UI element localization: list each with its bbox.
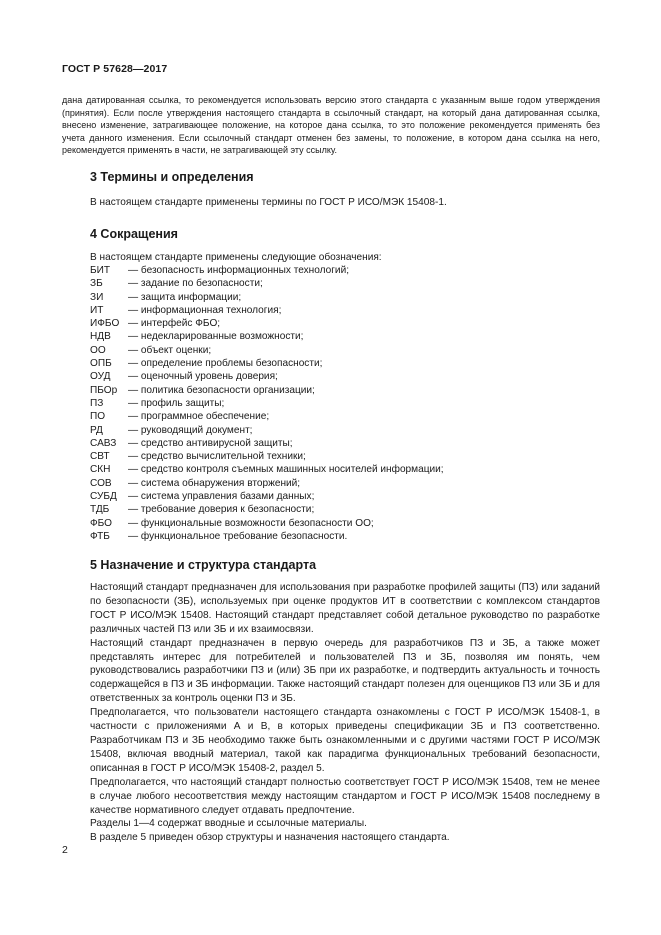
abbreviation-item [90, 503, 444, 516]
abbreviation-code: ЗБ [90, 278, 103, 290]
abbreviation-item [90, 530, 444, 543]
abbreviation-item [90, 317, 444, 330]
abbreviation-description: — средство контроля съемных машинных носителей информации; [128, 464, 444, 476]
abbreviation-description: — средство вычислительной техники; [128, 451, 306, 463]
document-code-header: ГОСТ Р 57628—2017 [62, 63, 168, 75]
abbreviation-description: — определение проблемы безопасности; [128, 358, 323, 370]
abbreviation-item [90, 477, 444, 490]
abbreviation-description: — объект оценки; [128, 344, 212, 356]
abbreviation-item [90, 463, 444, 476]
abbreviation-code: РД [90, 424, 103, 436]
section-5-paragraph: В разделе 5 приведен обзор структуры и назначения настоящего стандарта. [90, 832, 450, 844]
abbreviation-item [90, 370, 444, 383]
intro-paragraph-block [62, 94, 600, 157]
abbreviation-code: ФТБ [90, 530, 110, 542]
section-5-paragraph: Настоящий стандарт предназначен в первую очередь для разработчиков ПЗ и ЗБ, а также может представлять интерес для потребителей и пользователей ПЗ и ЗБ, позволяя им понять, чем руководствовались разработчики ПЗ и (или) ЗБ при их разработке, и подтвердить актуальность и точность содержащейся в ПЗ и ЗБ информации. Также настоящий стандарт полезен для оценщиков ПЗ или ЗБ и для ответственных за контроль оценки ПЗ и ЗБ. [90, 637, 600, 705]
abbreviation-item [90, 384, 444, 397]
abbreviation-code: ПО [90, 411, 106, 423]
abbreviation-code: СОВ [90, 477, 112, 489]
abbreviation-code: НДВ [90, 331, 111, 343]
abbreviation-description: — защита информации; [128, 291, 242, 303]
section-5-paragraph: Предполагается, что пользователи настоящего стандарта ознакомлены с ГОСТ Р ИСО/МЭК 15408-1, в частности с приложениями А и В, в которых приведены спецификации ЗБ и ПЗ соответственно. Разработчикам ПЗ и ЗБ необходимо также быть ознакомленными и с другими частями ГОСТ Р ИСО/МЭК 15408, включая вводный материал, такой как парадигма функциональных требований безопасности, описанная в ГОСТ Р ИСО/МЭК 15408-2, раздел 5. [90, 707, 600, 774]
abbreviation-item [90, 517, 444, 530]
abbreviation-description: — функциональные возможности безопасности ОО; [128, 517, 374, 529]
abbreviation-description: — требование доверия к безопасности; [128, 504, 315, 516]
abbreviation-item [90, 410, 444, 423]
abbreviation-item [90, 397, 444, 410]
intro-paragraph: дана датированная ссылка, то рекомендуется использовать версию этого стандарта с указанным выше годом утверждения (принятия). Если после утверждения настоящего стандарта в ссылочный стандарт, на который дана датированная ссылка, внесено изменение, затрагивающее положение, на которое дана ссылка, то это положение рекомендуется применять без учета данного изменения. Если ссылочный стандарт отменен без замены, то положение, в котором дана ссылка на него, рекомендуется применять в части, не затрагивающей эту ссылку. [62, 95, 600, 156]
abbreviation-item [90, 490, 444, 503]
abbreviation-description: — информационная технология; [128, 304, 282, 316]
abbreviation-description: — политика безопасности организации; [128, 384, 315, 396]
abbreviation-list [90, 264, 444, 543]
abbreviation-description: — недекларированные возможности; [128, 331, 304, 343]
abbreviation-item [90, 437, 444, 450]
abbreviation-description: — система управления базами данных; [128, 491, 315, 503]
abbreviation-description: — профиль защиты; [128, 397, 225, 409]
abbreviation-code: ОПБ [90, 358, 112, 370]
abbreviation-description: — система обнаружения вторжений; [128, 477, 301, 489]
section-5-paragraph: Предполагается, что настоящий стандарт полностью соответствует ГОСТ Р ИСО/МЭК 15408, тем не менее в случае любого несоответствия между настоящим стандартом и ГОСТ Р ИСО/МЭК 15408 последнему в качестве нормативного следует отдавать предпочтение. [90, 776, 600, 816]
abbreviation-item [90, 264, 444, 277]
abbreviation-item [90, 277, 444, 290]
abbreviation-description: — оценочный уровень доверия; [128, 371, 278, 383]
abbreviation-code: ОО [90, 344, 106, 356]
abbreviation-code: ПБОр [90, 384, 118, 396]
abbreviation-item [90, 330, 444, 343]
abbreviation-code: СУБД [90, 491, 117, 503]
abbreviation-description: — средство антивирусной защиты; [128, 437, 293, 449]
abbreviation-item [90, 344, 444, 357]
abbreviation-code: ПЗ [90, 397, 104, 409]
abbreviation-code: ЗИ [90, 291, 104, 303]
abbreviation-item [90, 304, 444, 317]
section-4-intro: В настоящем стандарте применены следующие обозначения: [90, 252, 382, 263]
abbreviation-description: — задание по безопасности; [128, 278, 263, 290]
abbreviation-description: — программное обеспечение; [128, 411, 270, 423]
abbreviation-code: ИТ [90, 304, 104, 316]
abbreviation-code: ИФБО [90, 318, 120, 330]
abbreviation-description: — функциональное требование безопасности. [128, 530, 348, 542]
section-4-title: 4 Сокращения [90, 227, 178, 241]
abbreviation-description: — безопасность информационных технологий; [128, 265, 350, 276]
abbreviation-item [90, 450, 444, 463]
abbreviation-item [90, 357, 444, 370]
abbreviation-code: БИТ [90, 265, 111, 276]
abbreviation-code: СКН [90, 464, 111, 476]
section-3-title: 3 Термины и определения [90, 170, 254, 184]
section-5-title: 5 Назначение и структура стандарта [90, 558, 317, 572]
abbreviation-item [90, 424, 444, 437]
abbreviation-item [90, 291, 444, 304]
section-5-paragraph: Настоящий стандарт предназначен для использования при разработке профилей защиты (ПЗ) или заданий по безопасности (ЗБ), используемых при оценке продуктов ИТ в соответствии с комплексом стандартов ГОСТ Р ИСО/МЭК 15408. Настоящий стандарт представляет собой детальное руководство по разработке различных частей ПЗ или ЗБ и их взаимосвязи. [90, 582, 600, 635]
abbreviation-code: ФБО [90, 517, 113, 529]
abbreviation-code: ТДБ [90, 504, 110, 516]
page-number: 2 [62, 844, 68, 856]
abbreviation-code: СВТ [90, 451, 110, 463]
section-3-text: В настоящем стандарте применены термины по ГОСТ Р ИСО/МЭК 15408-1. [90, 197, 447, 208]
section-5-paragraph: Разделы 1—4 содержат вводные и ссылочные материалы. [90, 818, 367, 830]
abbreviation-code: САВЗ [90, 437, 117, 449]
abbreviation-description: — руководящий документ; [128, 424, 253, 436]
section-5-body [90, 581, 600, 845]
abbreviation-code: ОУД [90, 371, 111, 383]
abbreviation-description: — интерфейс ФБО; [128, 318, 221, 330]
